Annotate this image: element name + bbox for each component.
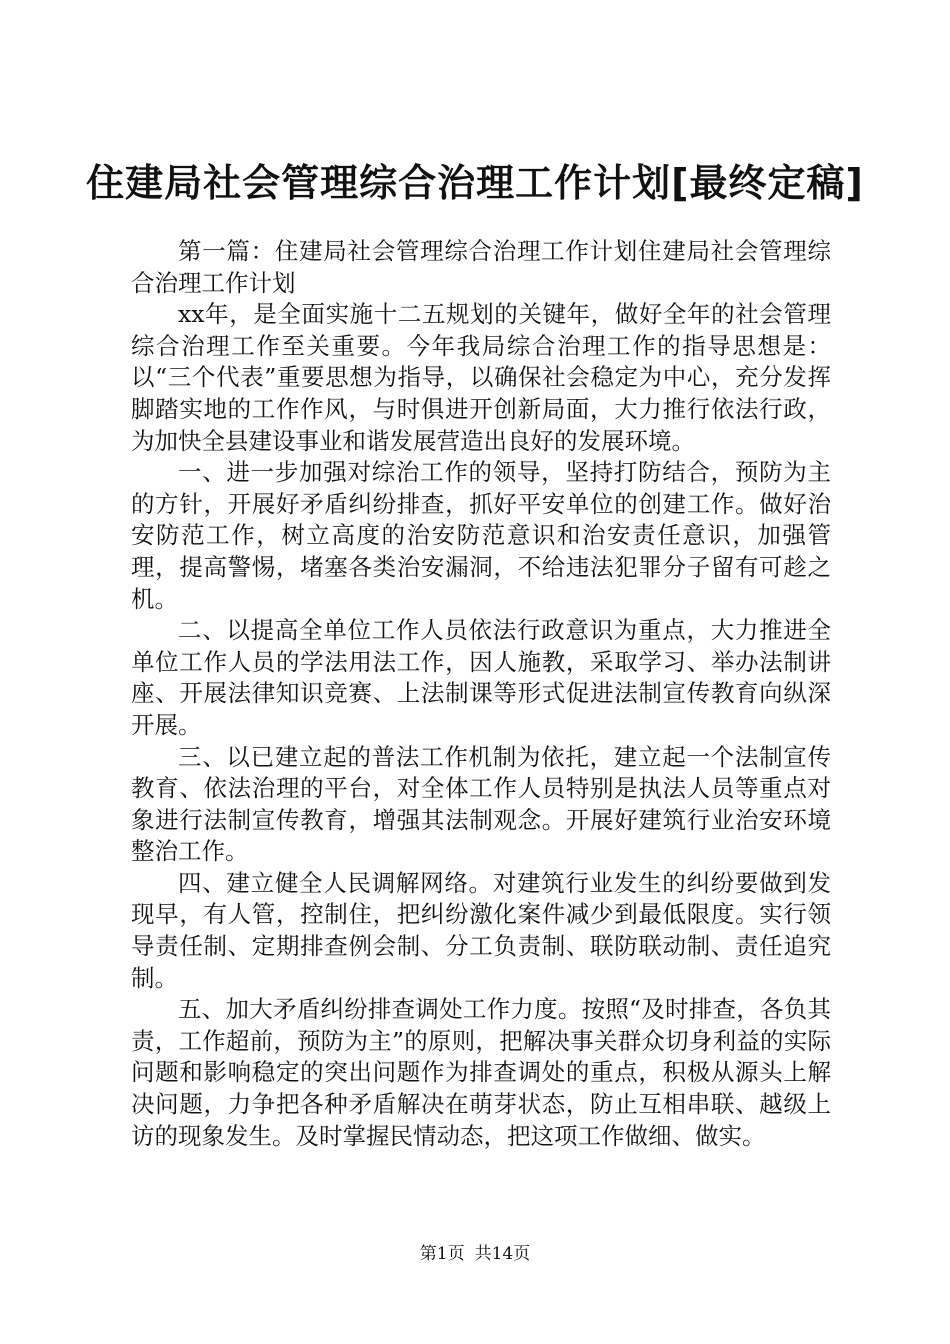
paragraph-item-5: 五、加大矛盾纠纷排查调处工作力度。按照“及时排查，各负其责，工作超前，预防为主”的原则，把解决事关群众切身利益的实际问题和影响稳定的突出问题作为排查调处的重点，积极从源头上解决问题，力争把各种矛盾解决在萌芽状态，防止互相串联、越级上访的现象发生。及时掌握民情动态，把这项工作做细、做实。 xyxy=(131,995,831,1150)
paragraph-item-3: 三、以已建立起的普法工作机制为依托，建立起一个法制宣传教育、依法治理的平台，对全体工作人员特别是执法人员等重点对象进行法制宣传教育，增强其法制观念。开展好建筑行业治安环境整治工作。 xyxy=(131,742,831,866)
page-number: 第1页 xyxy=(419,1244,465,1264)
paragraph-intro: xx年，是全面实施十二五规划的关键年，做好全年的社会管理综合治理工作至关重要。今年我局综合治理工作的指导思想是：以“三个代表”重要思想为指导，以确保社会稳定为中心，充分发挥脚踏实地的工作作风，与时俱进开创新局面，大力推行依法行政，为加快全县建设事业和谐发展营造出良好的发展环境。 xyxy=(131,300,831,455)
page-footer xyxy=(0,1242,950,1266)
paragraph-heading: 第一篇：住建局社会管理综合治理工作计划住建局社会管理综合治理工作计划 xyxy=(131,237,831,297)
paragraph-item-4: 四、建立健全人民调解网络。对建筑行业发生的纠纷要做到发现早，有人管，控制住，把纠纷激化案件减少到最低限度。实行领导责任制、定期排查例会制、分工负责制、联防联动制、责任追究制。 xyxy=(131,868,831,992)
document-title: 住建局社会管理综合治理工作计划[最终定稿] xyxy=(86,161,864,205)
page-total: 共14页 xyxy=(474,1244,531,1264)
document-body xyxy=(131,236,831,1152)
paragraph-item-2: 二、以提高全单位工作人员依法行政意识为重点，大力推进全单位工作人员的学法用法工作，因人施教，采取学习、举办法制讲座、开展法律知识竞赛、上法制课等形式促进法制宣传教育向纵深开展。 xyxy=(131,616,831,739)
paragraph-item-1: 一、进一步加强对综治工作的领导，坚持打防结合，预防为主的方针，开展好矛盾纠纷排查，抓好平安单位的创建工作。做好治安防范工作，树立高度的治安防范意识和治安责任意识，加强管理，提高警惕，堵塞各类治安漏洞，不给违法犯罪分子留有可趁之机。 xyxy=(131,458,831,613)
